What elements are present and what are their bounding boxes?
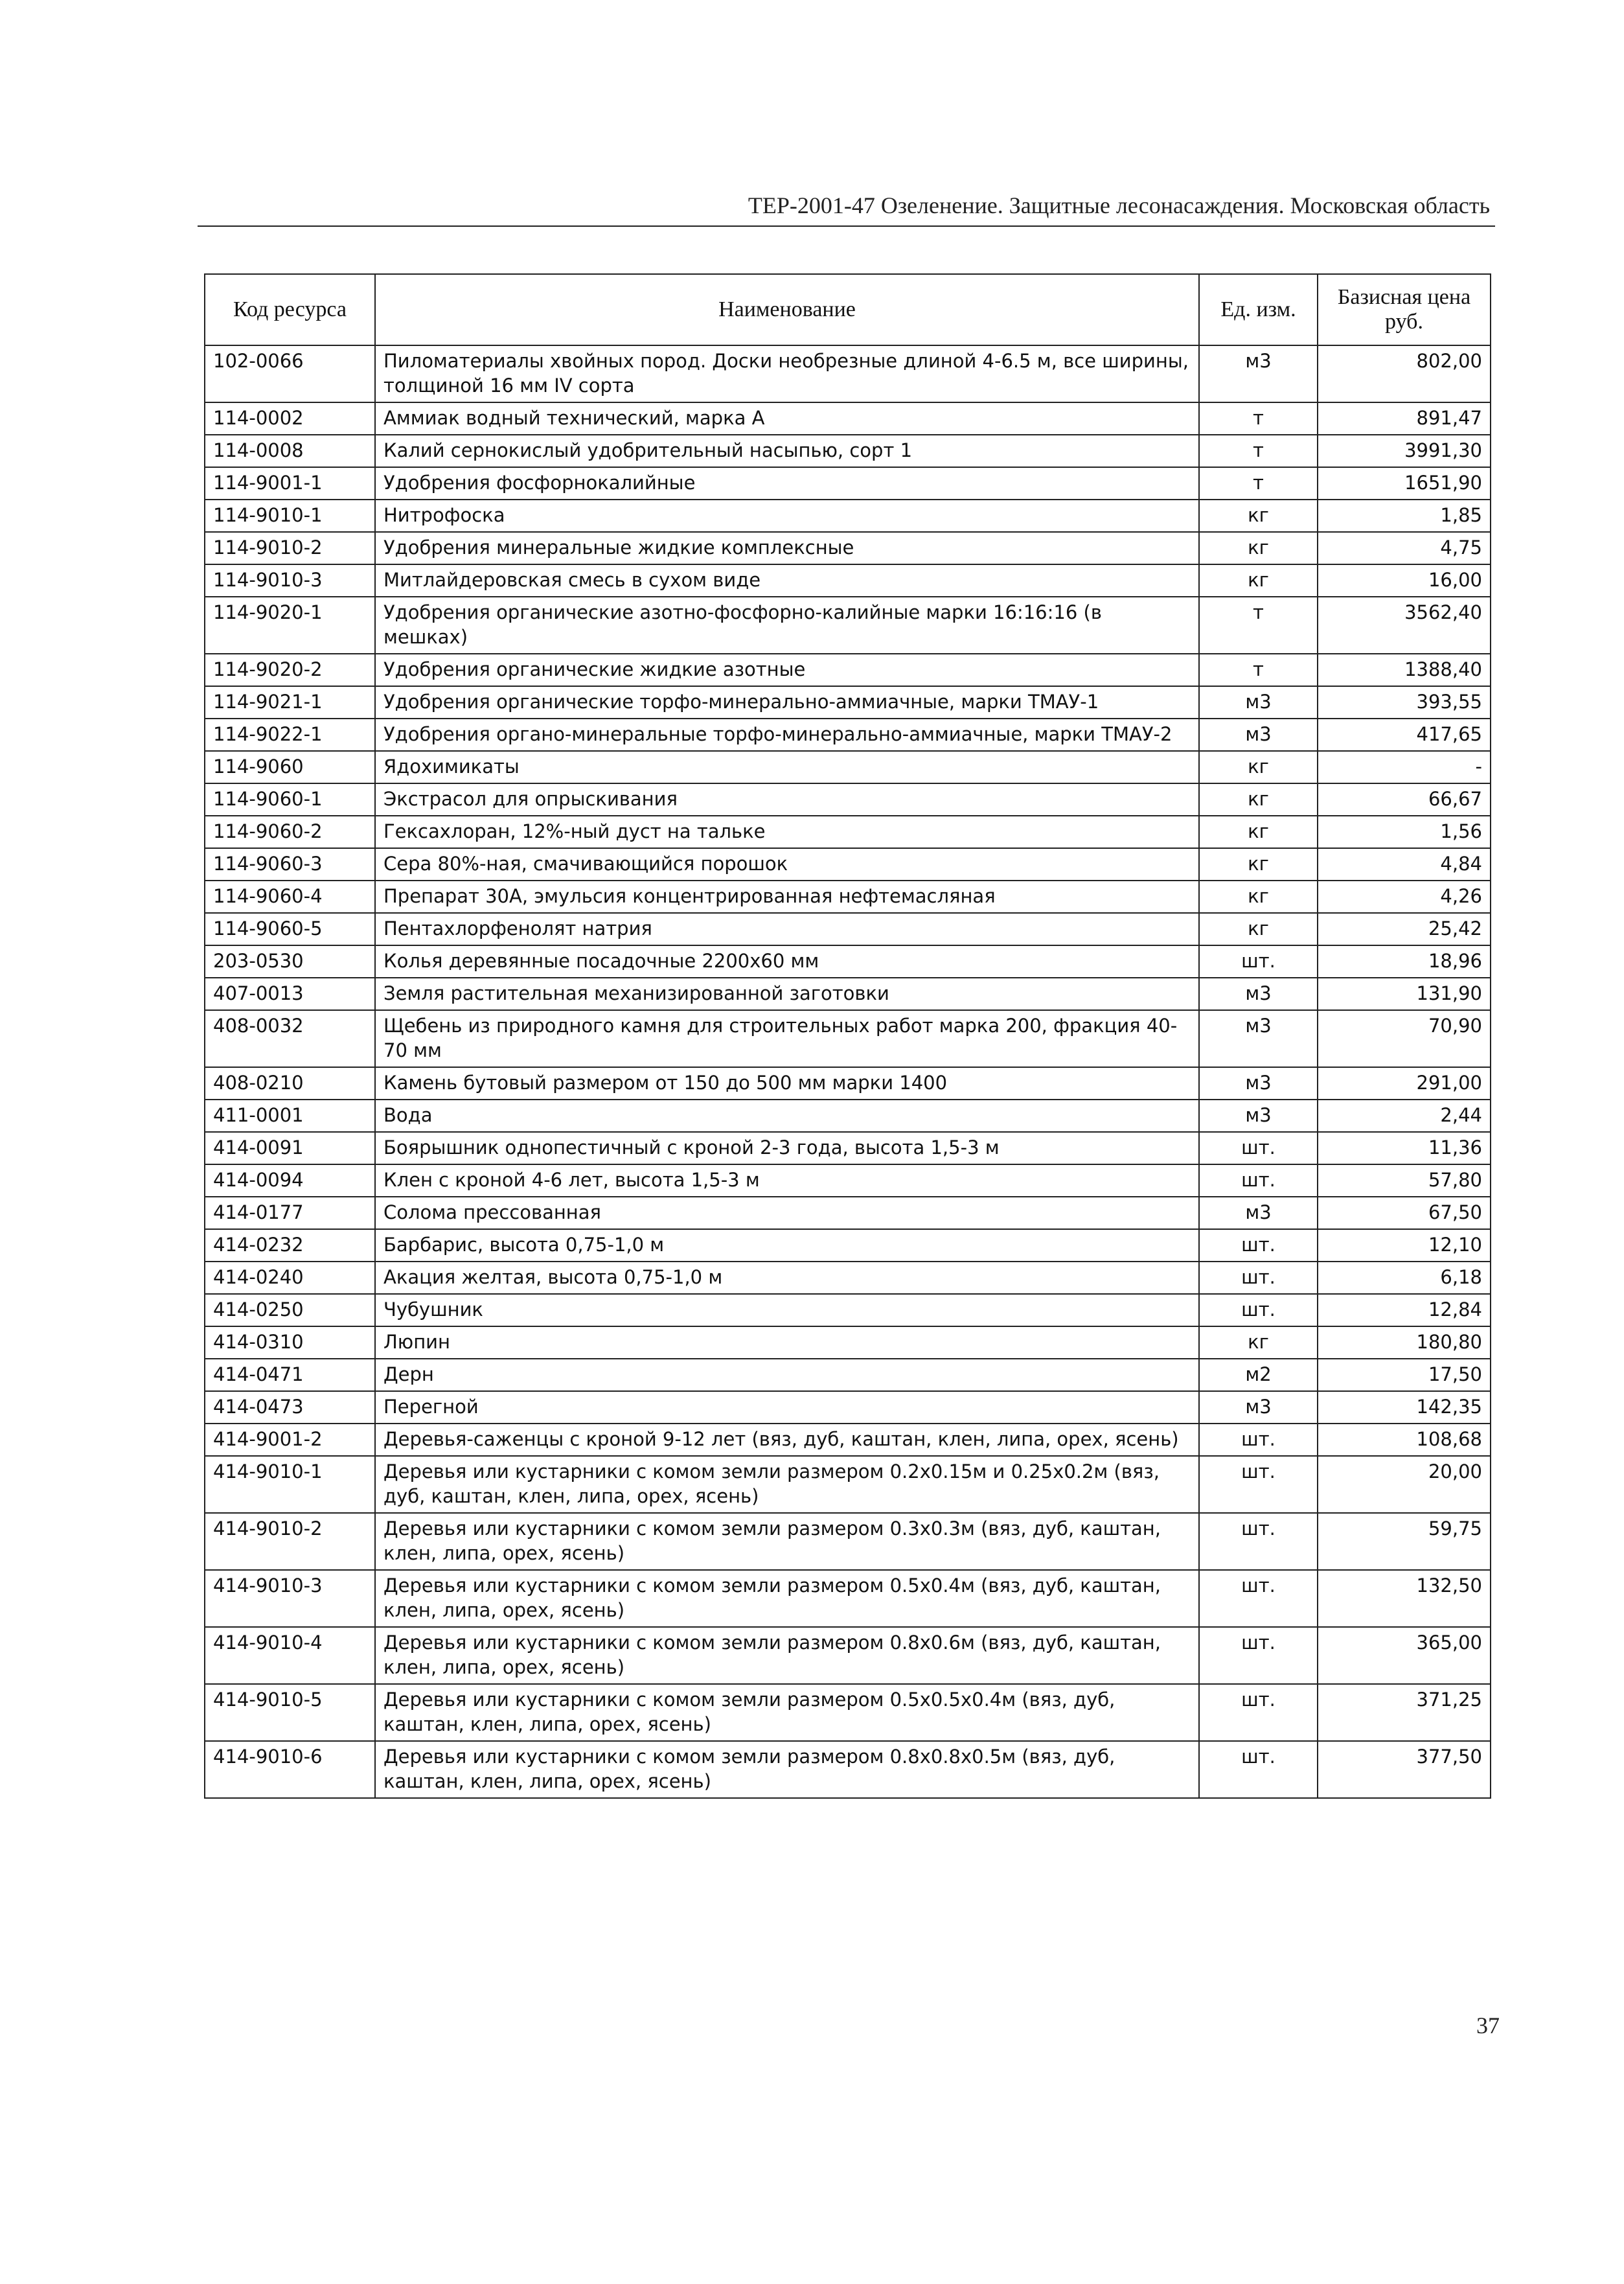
resource-name-cell: Удобрения минеральные жидкие комплексные	[375, 532, 1199, 564]
resource-name-cell: Боярышник однопестичный с кроной 2-3 года, высота 1,5-3 м	[375, 1132, 1199, 1164]
table-row	[205, 1100, 1491, 1132]
table-row	[205, 345, 1491, 402]
table-row	[205, 848, 1491, 881]
table-row	[205, 1570, 1491, 1627]
resource-code-cell: 414-0240	[205, 1262, 375, 1294]
resource-name-cell: Барбарис, высота 0,75-1,0 м	[375, 1229, 1199, 1262]
resource-name-cell: Удобрения органические азотно-фосфорно-калийные марки 16:16:16 (в мешках)	[375, 597, 1199, 654]
table-row	[205, 913, 1491, 945]
resource-name-cell: Гексахлоран, 12%-ный дуст на тальке	[375, 816, 1199, 848]
price-cell: 67,50	[1318, 1197, 1491, 1229]
resource-name-cell: Деревья-саженцы с кроной 9-12 лет (вяз, дуб, каштан, клен, липа, орех, ясень)	[375, 1424, 1199, 1456]
resource-code-cell: 203-0530	[205, 945, 375, 978]
resource-name-cell: Люпин	[375, 1326, 1199, 1359]
resource-name-cell: Нитрофоска	[375, 500, 1199, 532]
resource-code-cell: 411-0001	[205, 1100, 375, 1132]
unit-cell: шт.	[1199, 945, 1318, 978]
price-cell: 132,50	[1318, 1570, 1491, 1627]
price-cell: 17,50	[1318, 1359, 1491, 1391]
resource-name-cell: Препарат 30А, эмульсия концентрированная нефтемасляная	[375, 881, 1199, 913]
resource-code-cell: 414-0310	[205, 1326, 375, 1359]
unit-cell: т	[1199, 402, 1318, 435]
price-cell: 142,35	[1318, 1391, 1491, 1424]
resource-code-cell: 114-9060-2	[205, 816, 375, 848]
resource-name-cell: Клен с кроной 4-6 лет, высота 1,5-3 м	[375, 1164, 1199, 1197]
resource-name-cell: Калий сернокислый удобрительный насыпью, сорт 1	[375, 435, 1199, 467]
resource-name-cell: Митлайдеровская смесь в сухом виде	[375, 564, 1199, 597]
table-row	[205, 467, 1491, 500]
price-cell: 4,75	[1318, 532, 1491, 564]
resource-code-cell: 414-0473	[205, 1391, 375, 1424]
table-row	[205, 1391, 1491, 1424]
resource-price-table	[204, 273, 1491, 1799]
resource-name-cell: Удобрения органические торфо-минерально-аммиачные, марки ТМАУ-1	[375, 686, 1199, 719]
resource-code-cell: 414-0177	[205, 1197, 375, 1229]
table-row	[205, 1067, 1491, 1100]
price-cell: 3991,30	[1318, 435, 1491, 467]
resource-code-cell: 414-9010-3	[205, 1570, 375, 1627]
table-row	[205, 1197, 1491, 1229]
resource-code-cell: 414-0094	[205, 1164, 375, 1197]
unit-cell: шт.	[1199, 1132, 1318, 1164]
unit-cell: шт.	[1199, 1424, 1318, 1456]
table-row	[205, 1326, 1491, 1359]
resource-name-cell: Пентахлорфенолят натрия	[375, 913, 1199, 945]
price-cell: 3562,40	[1318, 597, 1491, 654]
resource-name-cell: Ядохимикаты	[375, 751, 1199, 783]
price-cell: 131,90	[1318, 978, 1491, 1010]
resource-code-cell: 414-0232	[205, 1229, 375, 1262]
price-cell: 6,18	[1318, 1262, 1491, 1294]
resource-name-cell: Вода	[375, 1100, 1199, 1132]
resource-code-cell: 414-0471	[205, 1359, 375, 1391]
resource-name-cell: Удобрения фосфорнокалийные	[375, 467, 1199, 500]
resource-code-cell: 407-0013	[205, 978, 375, 1010]
resource-code-cell: 408-0032	[205, 1010, 375, 1067]
price-cell: 66,67	[1318, 783, 1491, 816]
resource-name-cell: Перегной	[375, 1391, 1199, 1424]
resource-code-cell: 114-9060-3	[205, 848, 375, 881]
resource-code-cell: 408-0210	[205, 1067, 375, 1100]
table-row	[205, 1627, 1491, 1684]
resource-code-cell: 114-9060-5	[205, 913, 375, 945]
price-cell: 291,00	[1318, 1067, 1491, 1100]
price-cell: 12,84	[1318, 1294, 1491, 1326]
price-cell: 25,42	[1318, 913, 1491, 945]
table-row	[205, 1262, 1491, 1294]
price-cell: 1,85	[1318, 500, 1491, 532]
price-cell: -	[1318, 751, 1491, 783]
price-cell: 802,00	[1318, 345, 1491, 402]
page-header	[198, 192, 1495, 227]
price-cell: 1388,40	[1318, 654, 1491, 686]
unit-cell: м3	[1199, 345, 1318, 402]
unit-cell: шт.	[1199, 1262, 1318, 1294]
table-row	[205, 945, 1491, 978]
resource-name-cell: Земля растительная механизированной заготовки	[375, 978, 1199, 1010]
price-cell: 377,50	[1318, 1741, 1491, 1798]
column-header-name: Наименование	[375, 274, 1199, 345]
price-cell: 4,26	[1318, 881, 1491, 913]
unit-cell: т	[1199, 654, 1318, 686]
column-header-unit: Ед. изм.	[1199, 274, 1318, 345]
resource-code-cell: 414-9010-1	[205, 1456, 375, 1513]
table-row	[205, 435, 1491, 467]
price-cell: 12,10	[1318, 1229, 1491, 1262]
resource-name-cell: Колья деревянные посадочные 2200х60 мм	[375, 945, 1199, 978]
unit-cell: м3	[1199, 1197, 1318, 1229]
resource-name-cell: Деревья или кустарники с комом земли размером 0.5х0.4м (вяз, дуб, каштан, клен, липа, орех, ясень)	[375, 1570, 1199, 1627]
price-cell: 891,47	[1318, 402, 1491, 435]
table-row	[205, 1424, 1491, 1456]
resource-name-cell: Деревья или кустарники с комом земли размером 0.5х0.5х0.4м (вяз, дуб, каштан, клен, липа, орех, ясень)	[375, 1684, 1199, 1741]
resource-code-cell: 114-9010-3	[205, 564, 375, 597]
column-header-price: Базисная цена руб.	[1318, 274, 1491, 345]
resource-code-cell: 414-9010-4	[205, 1627, 375, 1684]
resource-name-cell: Щебень из природного камня для строительных работ марка 200, фракция 40-70 мм	[375, 1010, 1199, 1067]
table-row	[205, 597, 1491, 654]
price-cell: 59,75	[1318, 1513, 1491, 1570]
table-row	[205, 500, 1491, 532]
unit-cell: кг	[1199, 532, 1318, 564]
price-cell: 20,00	[1318, 1456, 1491, 1513]
unit-cell: кг	[1199, 564, 1318, 597]
resource-code-cell: 114-9060-4	[205, 881, 375, 913]
price-cell: 180,80	[1318, 1326, 1491, 1359]
table-row	[205, 751, 1491, 783]
resource-name-cell: Дерн	[375, 1359, 1199, 1391]
unit-cell: м3	[1199, 1067, 1318, 1100]
unit-cell: т	[1199, 435, 1318, 467]
resource-name-cell: Чубушник	[375, 1294, 1199, 1326]
unit-cell: кг	[1199, 881, 1318, 913]
unit-cell: шт.	[1199, 1164, 1318, 1197]
unit-cell: м3	[1199, 1010, 1318, 1067]
unit-cell: шт.	[1199, 1741, 1318, 1798]
resource-code-cell: 414-0250	[205, 1294, 375, 1326]
table-header-row	[205, 274, 1491, 345]
table-row	[205, 1132, 1491, 1164]
resource-name-cell: Деревья или кустарники с комом земли размером 0.2х0.15м и 0.25х0.2м (вяз, дуб, каштан, клен, липа, орех, ясень)	[375, 1456, 1199, 1513]
page-number: 37	[1476, 2013, 1500, 2038]
unit-cell: м3	[1199, 1391, 1318, 1424]
unit-cell: шт.	[1199, 1570, 1318, 1627]
resource-name-cell: Деревья или кустарники с комом земли размером 0.8х0.6м (вяз, дуб, каштан, клен, липа, орех, ясень)	[375, 1627, 1199, 1684]
unit-cell: кг	[1199, 816, 1318, 848]
unit-cell: м3	[1199, 719, 1318, 751]
table-row	[205, 654, 1491, 686]
unit-cell: кг	[1199, 913, 1318, 945]
resource-code-cell: 114-9060	[205, 751, 375, 783]
resource-name-cell: Аммиак водный технический, марка А	[375, 402, 1199, 435]
unit-cell: кг	[1199, 848, 1318, 881]
price-cell: 2,44	[1318, 1100, 1491, 1132]
price-cell: 16,00	[1318, 564, 1491, 597]
price-cell: 57,80	[1318, 1164, 1491, 1197]
table-row	[205, 783, 1491, 816]
resource-code-cell: 114-0008	[205, 435, 375, 467]
resource-code-cell: 414-9010-5	[205, 1684, 375, 1741]
unit-cell: шт.	[1199, 1684, 1318, 1741]
table-row	[205, 564, 1491, 597]
table-row	[205, 1513, 1491, 1570]
table-row	[205, 978, 1491, 1010]
price-cell: 18,96	[1318, 945, 1491, 978]
unit-cell: м3	[1199, 1100, 1318, 1132]
table-row	[205, 1359, 1491, 1391]
table-row	[205, 881, 1491, 913]
price-cell: 1,56	[1318, 816, 1491, 848]
unit-cell: шт.	[1199, 1456, 1318, 1513]
document-title: ТЕР-2001-47 Озеленение. Защитные лесонасаждения. Московская область	[748, 192, 1490, 218]
unit-cell: м3	[1199, 686, 1318, 719]
price-cell: 11,36	[1318, 1132, 1491, 1164]
resource-code-cell: 114-9001-1	[205, 467, 375, 500]
resource-code-cell: 114-9020-2	[205, 654, 375, 686]
price-cell: 365,00	[1318, 1627, 1491, 1684]
resource-code-cell: 114-9010-2	[205, 532, 375, 564]
resource-name-cell: Сера 80%-ная, смачивающийся порошок	[375, 848, 1199, 881]
resource-name-cell: Удобрения органо-минеральные торфо-минерально-аммиачные, марки ТМАУ-2	[375, 719, 1199, 751]
resource-code-cell: 114-0002	[205, 402, 375, 435]
unit-cell: шт.	[1199, 1294, 1318, 1326]
table-row	[205, 1294, 1491, 1326]
resource-code-cell: 114-9022-1	[205, 719, 375, 751]
resource-code-cell: 114-9060-1	[205, 783, 375, 816]
unit-cell: кг	[1199, 783, 1318, 816]
resource-code-cell: 102-0066	[205, 345, 375, 402]
unit-cell: т	[1199, 597, 1318, 654]
unit-cell: т	[1199, 467, 1318, 500]
price-cell: 393,55	[1318, 686, 1491, 719]
unit-cell: кг	[1199, 500, 1318, 532]
table-row	[205, 1684, 1491, 1741]
table-row	[205, 1741, 1491, 1798]
column-header-code: Код ресурса	[205, 274, 375, 345]
resource-name-cell: Удобрения органические жидкие азотные	[375, 654, 1199, 686]
resource-name-cell: Акация желтая, высота 0,75-1,0 м	[375, 1262, 1199, 1294]
price-cell: 1651,90	[1318, 467, 1491, 500]
table-row	[205, 402, 1491, 435]
price-cell: 371,25	[1318, 1684, 1491, 1741]
resource-code-cell: 114-9021-1	[205, 686, 375, 719]
table-row	[205, 816, 1491, 848]
unit-cell: кг	[1199, 1326, 1318, 1359]
table-row	[205, 532, 1491, 564]
unit-cell: шт.	[1199, 1513, 1318, 1570]
table-row	[205, 719, 1491, 751]
resource-name-cell: Солома прессованная	[375, 1197, 1199, 1229]
resource-code-cell: 414-0091	[205, 1132, 375, 1164]
unit-cell: кг	[1199, 751, 1318, 783]
resource-name-cell: Деревья или кустарники с комом земли размером 0.3х0.3м (вяз, дуб, каштан, клен, липа, орех, ясень)	[375, 1513, 1199, 1570]
price-cell: 108,68	[1318, 1424, 1491, 1456]
table-row	[205, 1164, 1491, 1197]
table-row	[205, 1229, 1491, 1262]
resource-code-cell: 414-9001-2	[205, 1424, 375, 1456]
resource-code-cell: 114-9020-1	[205, 597, 375, 654]
price-cell: 70,90	[1318, 1010, 1491, 1067]
resource-name-cell: Пиломатериалы хвойных пород. Доски необрезные длиной 4-6.5 м, все ширины, толщиной 16 мм IV сорта	[375, 345, 1199, 402]
resource-name-cell: Камень бутовый размером от 150 до 500 мм марки 1400	[375, 1067, 1199, 1100]
table-row	[205, 686, 1491, 719]
resource-code-cell: 414-9010-2	[205, 1513, 375, 1570]
price-cell: 4,84	[1318, 848, 1491, 881]
table-row	[205, 1010, 1491, 1067]
resource-name-cell: Экстрасол для опрыскивания	[375, 783, 1199, 816]
resource-code-cell: 114-9010-1	[205, 500, 375, 532]
resource-code-cell: 414-9010-6	[205, 1741, 375, 1798]
table-row	[205, 1456, 1491, 1513]
unit-cell: шт.	[1199, 1229, 1318, 1262]
unit-cell: шт.	[1199, 1627, 1318, 1684]
price-cell: 417,65	[1318, 719, 1491, 751]
resource-name-cell: Деревья или кустарники с комом земли размером 0.8х0.8х0.5м (вяз, дуб, каштан, клен, липа, орех, ясень)	[375, 1741, 1199, 1798]
unit-cell: м2	[1199, 1359, 1318, 1391]
unit-cell: м3	[1199, 978, 1318, 1010]
